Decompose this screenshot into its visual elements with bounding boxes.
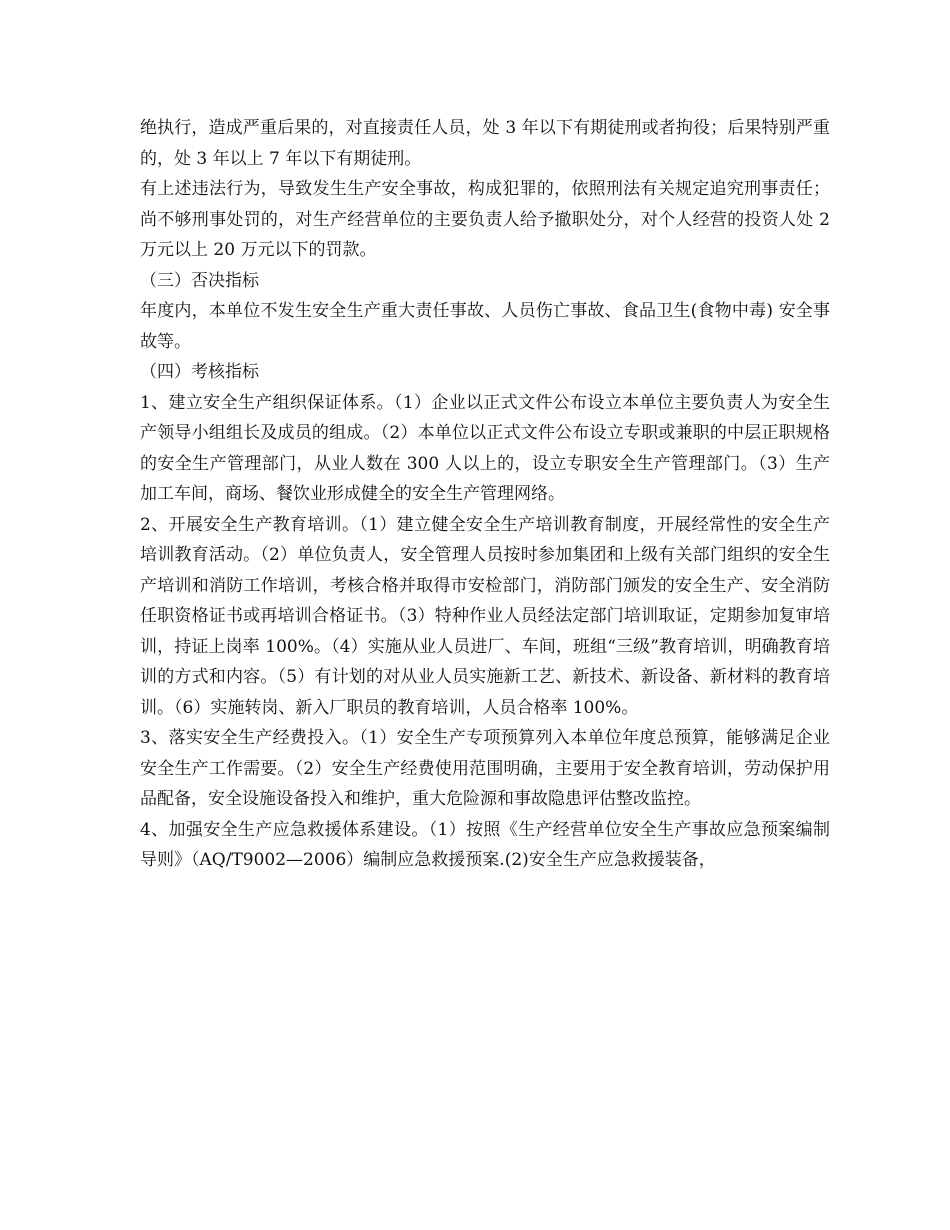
- paragraph-veto-indicators: 年度内，本单位不发生安全生产重大责任事故、人员伤亡事故、食品卫生(食物中毒) 安全事故等。: [140, 301, 830, 352]
- paragraph-item-2-training: 2、开展安全生产教育培训。（1）建立健全安全生产培训教育制度，开展经常性的安全生产培训教育活动。（2）单位负责人，安全管理人员按时参加集团和上级有关部门组织的安全生产培训和消防工作培训，考核合格并取得市安检部门，消防部门颁发的安全生产、安全消防任职资格证书或再培训合格证书。（3）特种作业人员经法定部门培训取证，定期参加复审培训，持证上岗率 100%。（4）实施从业人员进厂、车间，班组“三级”教育培训，明确教育培训的方式和内容。（5）有计划的对从业人员实施新工艺、新技术、新设备、新材料的教育培训。（6）实施转岗、新入厂职员的教育培训，人员合格率 100%。: [140, 514, 830, 718]
- section-heading-assessment-indicators: （四）考核指标: [140, 362, 259, 382]
- paragraph-penalty-continuation: 绝执行，造成严重后果的，对直接责任人员，处 3 年以下有期徒刑或者拘役；后果特别严重的，处 3 年以上 7 年以下有期徒刑。: [140, 118, 830, 169]
- paragraph-item-1-organization: 1、建立安全生产组织保证体系。（1）企业以正式文件公布设立本单位主要负责人为安全生产领导小组组长及成员的组成。（2）本单位以正式文件公布设立专职或兼职的中层正职规格的安全生产管理部门，从业人数在 300 人以上的，设立专职安全生产管理部门。（3）生产加工车间，商场、餐饮业形成健全的安全生产管理网络。: [140, 392, 830, 504]
- document-body: [140, 113, 830, 876]
- paragraph-item-4-emergency: 4、加强安全生产应急救援体系建设。（1）按照《生产经营单位安全生产事故应急预案编制导则》（AQ/T9002—2006）编制应急救援预案.(2)安全生产应急救援装备，: [140, 819, 830, 870]
- section-heading-veto-indicators: （三）否决指标: [140, 270, 259, 291]
- paragraph-criminal-liability: 有上述违法行为，导致发生生产安全事故，构成犯罪的，依照刑法有关规定追究刑事责任；尚不够刑事处罚的，对生产经营单位的主要负责人给予撤职处分，对个人经营的投资人处 2 万元以上 20 万元以下的罚款。: [140, 179, 830, 260]
- paragraph-item-3-funding: 3、落实安全生产经费投入。（1）安全生产专项预算列入本单位年度总预算，能够满足企业安全生产工作需要。（2）安全生产经费使用范围明确，主要用于安全教育培训，劳动保护用品配备，安全设施设备投入和维护，重大危险源和事故隐患评估整改监控。: [140, 728, 830, 809]
